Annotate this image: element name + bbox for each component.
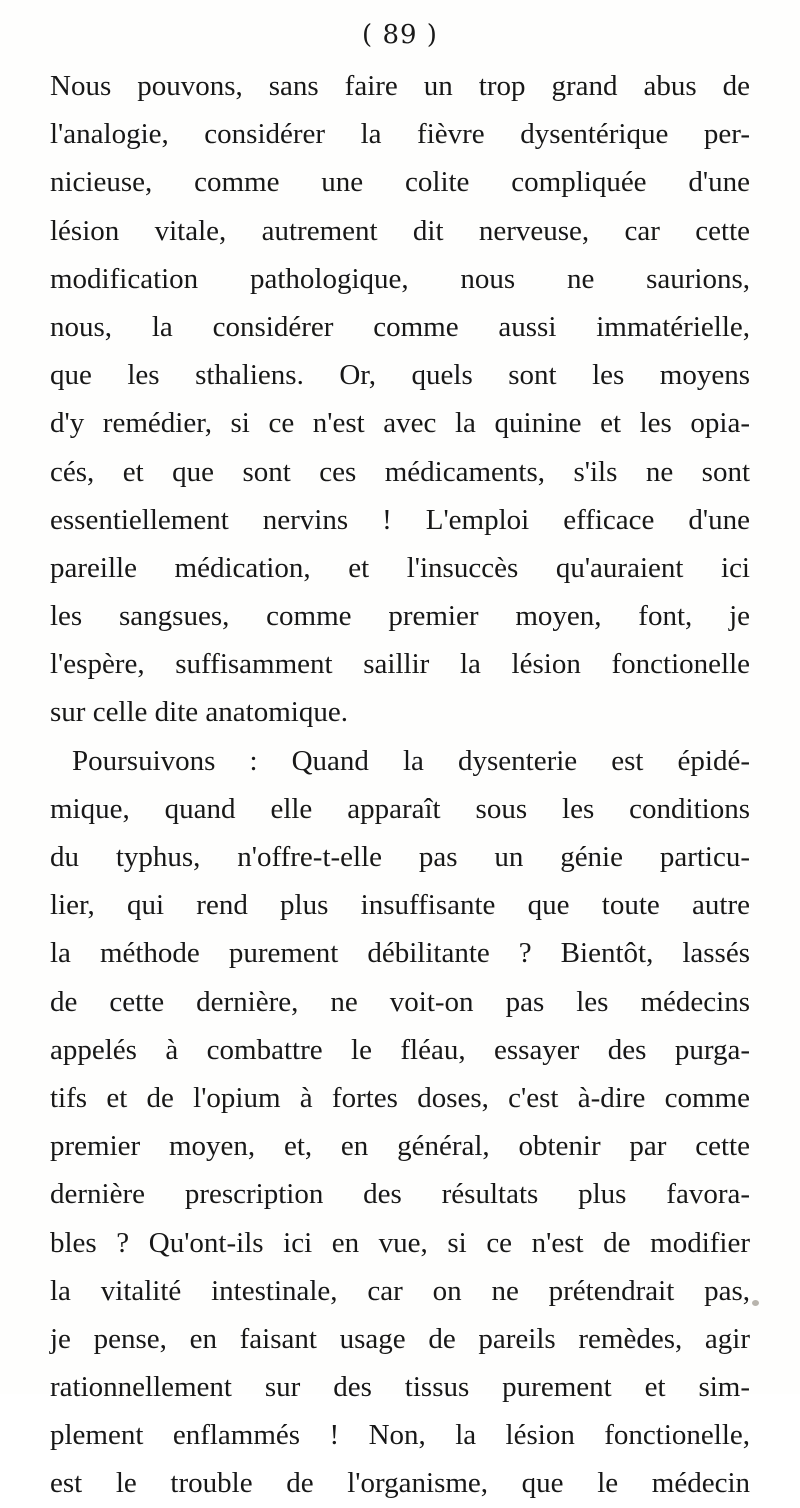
text-line: rationnellement sur des tissus purement et sim-	[50, 1371, 750, 1404]
text-line: dernière prescription des résultats plus favora-	[50, 1178, 750, 1211]
text-line: appelés à combattre le fléau, essayer des purga-	[50, 1033, 750, 1066]
text-line: d'y remédier, si ce n'est avec la quinine et les opia-	[50, 407, 750, 440]
ink-spot	[752, 1300, 759, 1306]
text-line: du typhus, n'offre-t-elle pas un génie particu-	[50, 841, 750, 873]
text-line: premier moyen, et, en général, obtenir par cette	[50, 1130, 750, 1163]
text-line: tifs et de l'opium à fortes doses, c'est à-dire comme	[50, 1081, 750, 1114]
text-line: lier, qui rend plus insuffisante que toute autre	[50, 889, 750, 922]
text-line: la vitalité intestinale, car on ne prétendrait pas,	[50, 1274, 750, 1307]
text-line: bles ? Qu'ont-ils ici en vue, si ce n'est de modifier	[50, 1226, 750, 1259]
page-number: ( 89 )	[362, 20, 438, 50]
text-line: essentiellement nervins ! L'emploi efficace d'une	[50, 503, 750, 536]
text-line: la méthode purement débilitante ? Bientôt, lassés	[50, 937, 750, 970]
text-line: pareille médication, et l'insuccès qu'auraient ici	[50, 551, 750, 584]
text-line: de cette dernière, ne voit-on pas les médecins	[50, 985, 750, 1018]
text-line: modification pathologique, nous ne saurions,	[50, 262, 750, 295]
text-line: plement enflammés ! Non, la lésion fonctionelle,	[50, 1419, 750, 1452]
text-line: Nous pouvons, sans faire un trop grand abus de	[50, 70, 750, 102]
text-line: je pense, en faisant usage de pareils remèdes, agir	[50, 1322, 750, 1355]
text-line: Poursuivons : Quand la dysenterie est épidé-	[72, 744, 750, 777]
body-text	[50, 62, 750, 1508]
text-line: nous, la considérer comme aussi immatérielle,	[50, 310, 750, 343]
text-line: que les sthaliens. Or, quels sont les moyens	[50, 359, 750, 392]
text-line: l'analogie, considérer la fièvre dysentérique per-	[50, 118, 750, 151]
text-line: sur celle dite anatomique.	[50, 696, 348, 729]
text-line: lésion vitale, autrement dit nerveuse, car cette	[50, 214, 750, 247]
text-line: est le trouble de l'organisme, que le médecin	[50, 1467, 750, 1500]
text-line: cés, et que sont ces médicaments, s'ils ne sont	[50, 455, 750, 488]
text-line: mique, quand elle apparaît sous les conditions	[50, 792, 750, 825]
text-line: nicieuse, comme une colite compliquée d'une	[50, 166, 750, 199]
text-line: l'espère, suffisamment saillir la lésion fonctionelle	[50, 648, 750, 681]
text-line: les sangsues, comme premier moyen, font, je	[50, 600, 750, 633]
